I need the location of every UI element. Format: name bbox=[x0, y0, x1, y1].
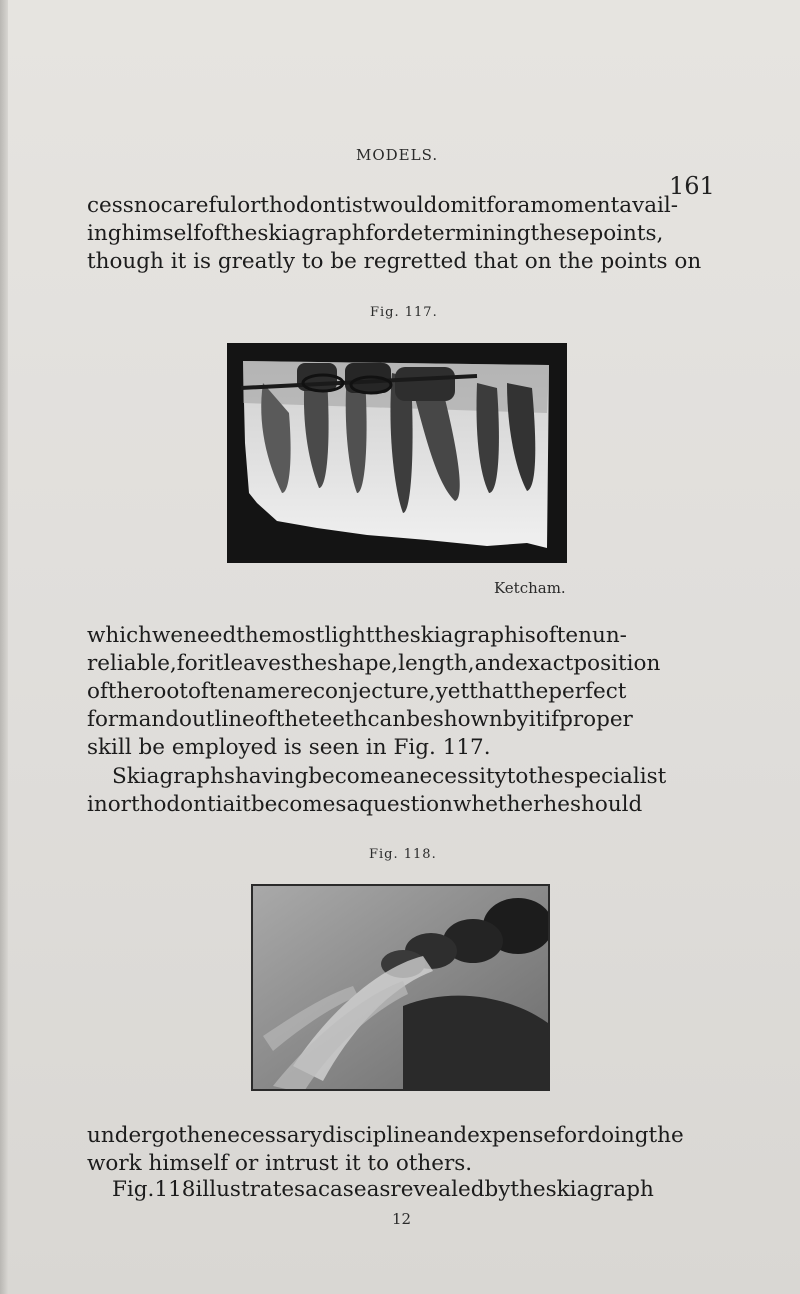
figure-117-radiograph bbox=[227, 343, 567, 563]
text-line: Skiagraphshavingbecomeanecessitytothespecialist bbox=[112, 764, 667, 789]
figure-118-radiograph bbox=[251, 884, 550, 1091]
running-head: MODELS. bbox=[356, 146, 439, 164]
text-line: whichweneedthemostlighttheskiagraphisoftenun- bbox=[87, 623, 627, 648]
paragraph-continuation bbox=[87, 192, 710, 276]
figure-117-caption: Fig. 117. bbox=[370, 305, 438, 320]
paragraph bbox=[87, 1176, 710, 1204]
text-line: skill be employed is seen in Fig. 117. bbox=[87, 735, 491, 760]
paragraph bbox=[87, 622, 710, 762]
paragraph bbox=[87, 1122, 710, 1178]
text-line: inghimselfoftheskiagraphfordeterminingthesepoints, bbox=[87, 221, 664, 246]
text-line: reliable,foritleavestheshape,length,andexactposition bbox=[87, 651, 661, 676]
dental-radiograph-image bbox=[227, 343, 567, 563]
signature-mark: 12 bbox=[392, 1210, 412, 1228]
text-line: work himself or intrust it to others. bbox=[87, 1151, 473, 1176]
radiograph-image bbox=[253, 886, 550, 1091]
text-line: formandoutlineoftheteethcanbeshownbyitifproper bbox=[87, 707, 633, 732]
text-line: undergothenecessarydisciplineandexpensefordoingthe bbox=[87, 1123, 684, 1148]
text-line: inorthodontiaitbecomesaquestionwhetherheshould bbox=[87, 792, 643, 817]
figure-117-credit: Ketcham. bbox=[494, 579, 566, 597]
text-line: though it is greatly to be regretted that on the points on bbox=[87, 249, 702, 274]
text-line: Fig.118illustratesacaseasrevealedbytheskiagraph bbox=[112, 1177, 654, 1202]
page-edge-shadow bbox=[0, 0, 8, 1294]
text-line: oftherootoftenamereconjecture,yetthattheperfect bbox=[87, 679, 627, 704]
paragraph bbox=[87, 763, 710, 819]
text-line: cessnocarefulorthodontistwouldomitforamomentavail- bbox=[87, 193, 679, 218]
figure-118-caption: Fig. 118. bbox=[369, 847, 437, 862]
page-number: 161 bbox=[669, 172, 715, 200]
